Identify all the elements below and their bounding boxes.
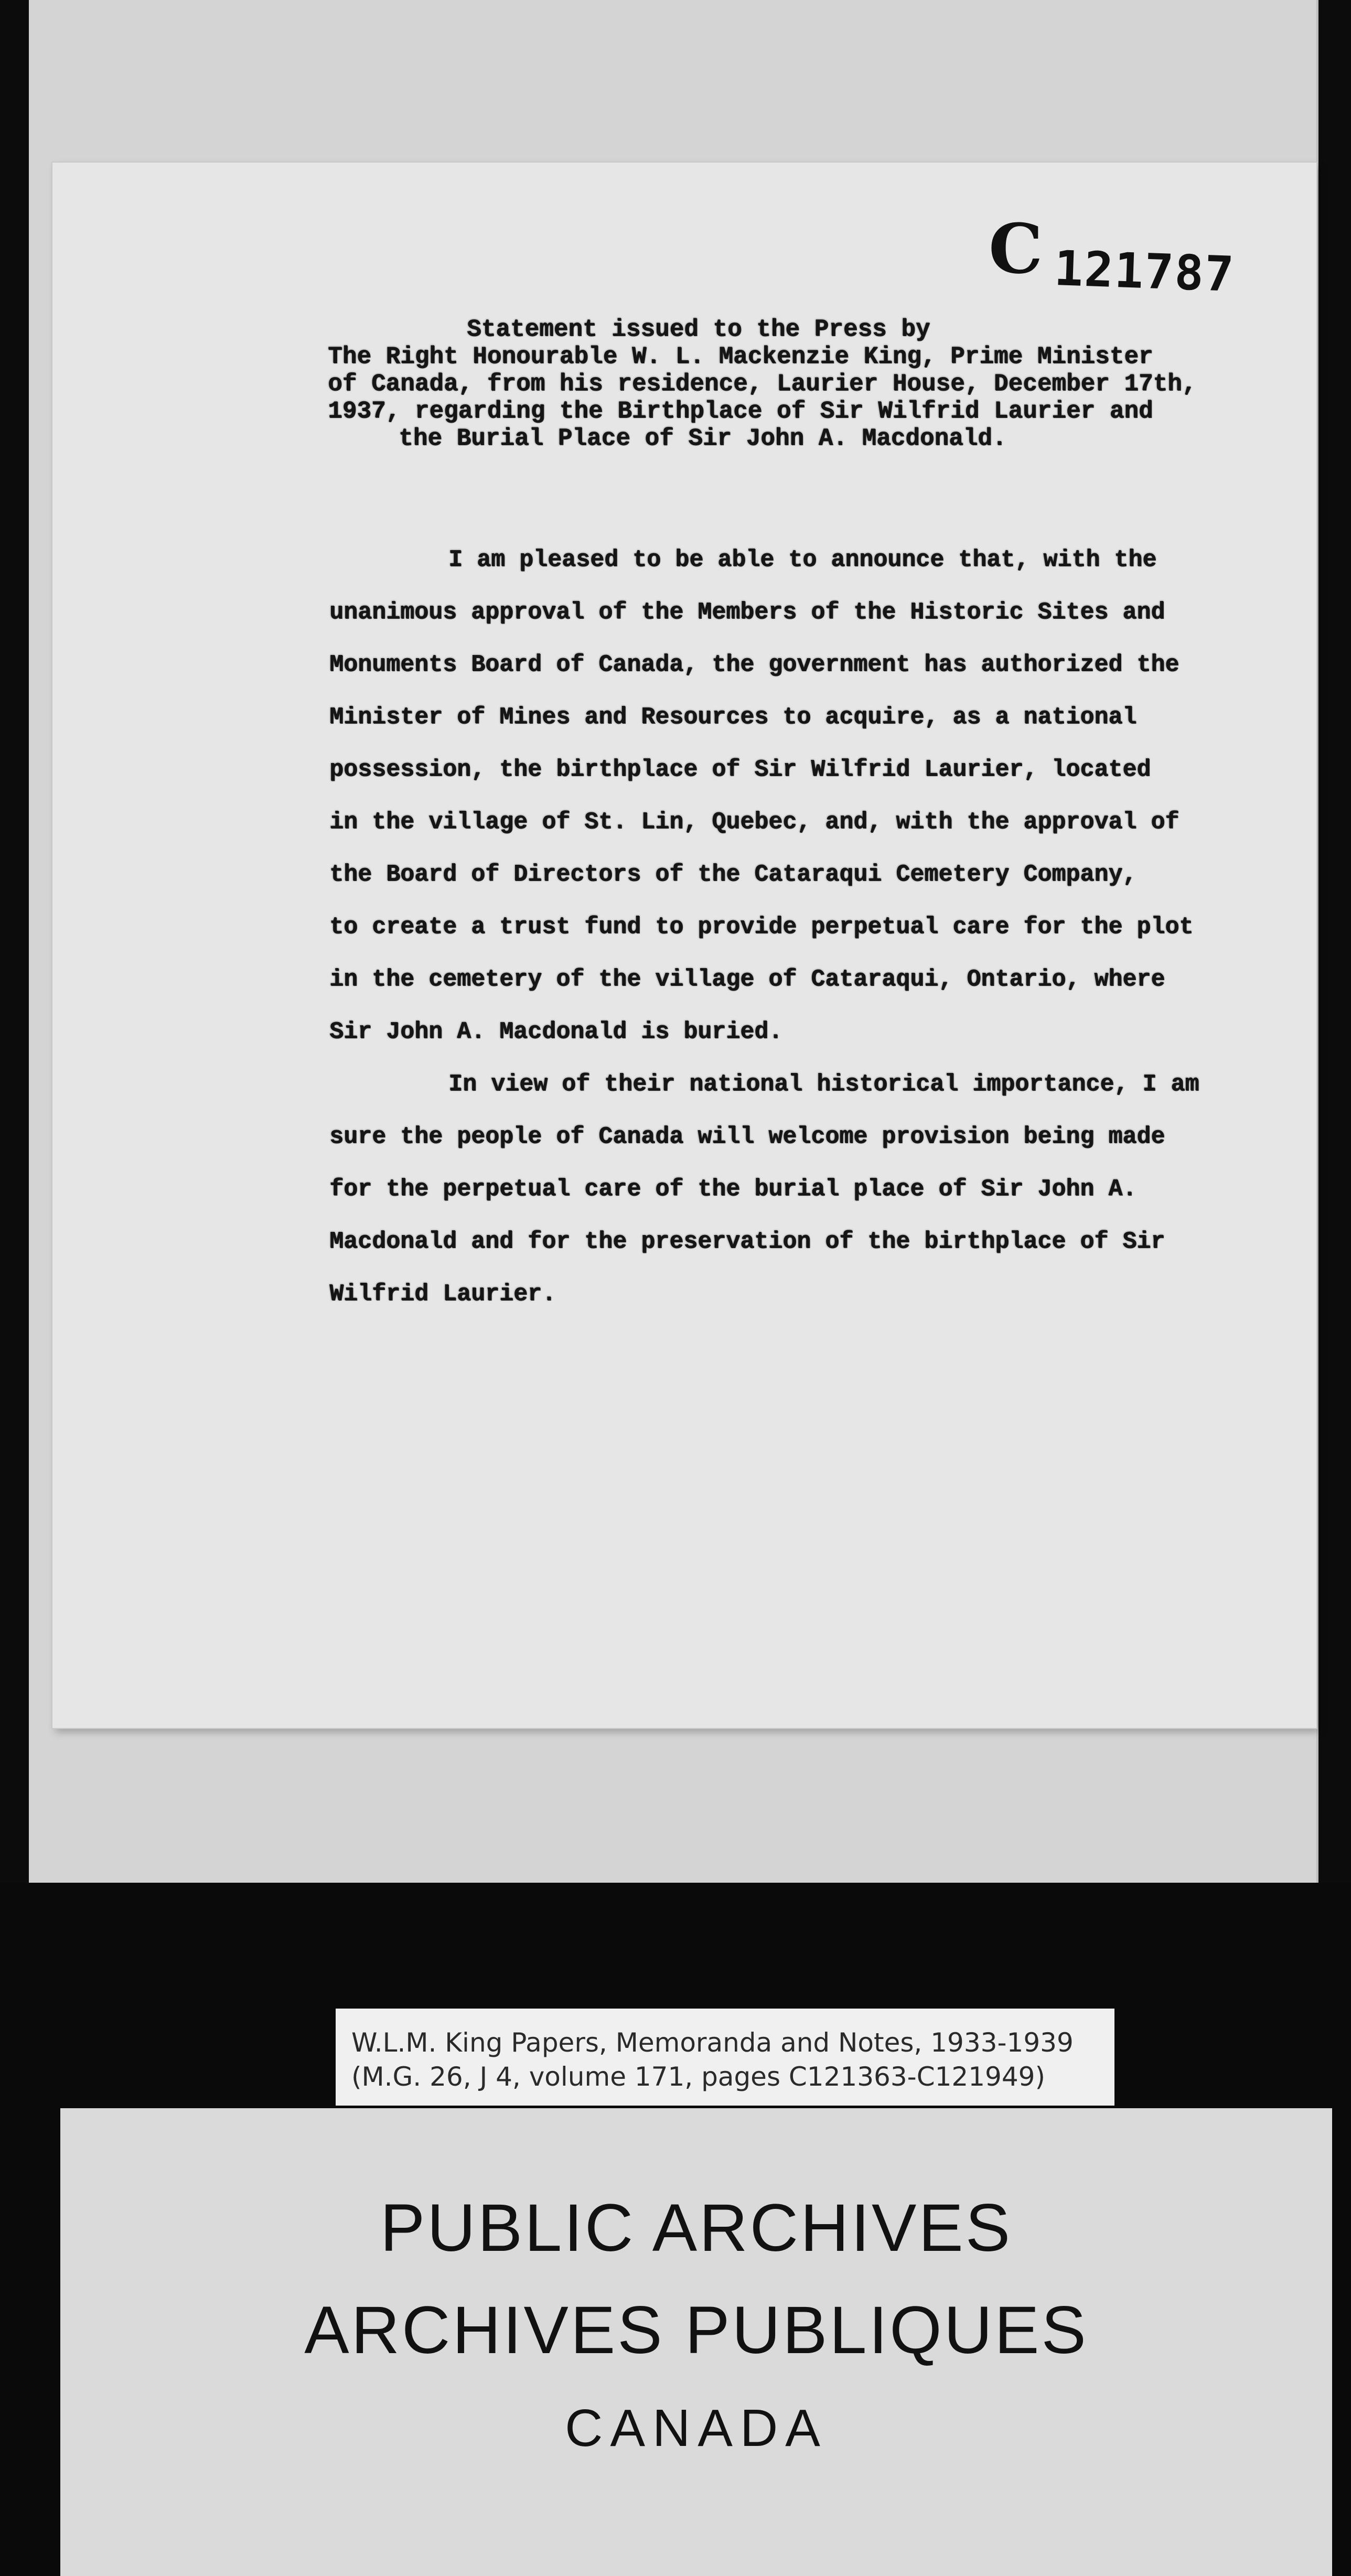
caption-line-1: W.L.M. King Papers, Memoranda and Notes, 1933-1939 xyxy=(351,2027,1074,2058)
paragraph-1-line: unanimous approval of the Members of the Historic Sites and xyxy=(329,599,1165,626)
heading-line-3: of Canada, from his residence, Laurier House, December 17th, xyxy=(328,370,1197,398)
archives-title-english: PUBLIC ARCHIVES xyxy=(380,2191,1013,2266)
paragraph-2-line: Macdonald and for the preservation of the birthplace of Sir xyxy=(329,1228,1165,1255)
paragraph-1-line: to create a trust fund to provide perpetual care for the plot xyxy=(329,914,1194,940)
stamp-number: 121787 xyxy=(1053,240,1236,303)
heading-line-5: the Burial Place of Sir John A. Macdonald. xyxy=(399,425,1007,452)
microfilm-caption xyxy=(336,2009,1114,2106)
paragraph-1-line: in the village of St. Lin, Quebec, and, with the approval of xyxy=(329,809,1180,835)
paragraph-2-line: sure the people of Canada will welcome provision being made xyxy=(329,1123,1165,1150)
paragraph-1-line: in the cemetery of the village of Cataraqui, Ontario, where xyxy=(329,966,1165,993)
paragraph-1-line: the Board of Directors of the Cataraqui Cemetery Company, xyxy=(329,861,1137,888)
paragraph-2-line: In view of their national historical importance, I am xyxy=(448,1071,1199,1098)
heading-line-4: 1937, regarding the Birthplace of Sir Wilfrid Laurier and xyxy=(328,398,1153,425)
paragraph-1-line: possession, the birthplace of Sir Wilfrid Laurier, located xyxy=(329,756,1151,783)
heading-line-2: The Right Honourable W. L. Mackenzie King, Prime Minister xyxy=(328,343,1153,370)
heading-line-1: Statement issued to the Press by xyxy=(467,316,930,343)
caption-line-2: (M.G. 26, J 4, volume 171, pages C121363-C121949) xyxy=(351,2062,1045,2092)
paragraph-2-line: for the perpetual care of the burial place of Sir John A. xyxy=(329,1176,1137,1203)
archives-card xyxy=(60,2108,1332,2576)
paragraph-1-line: Minister of Mines and Resources to acquire, as a national xyxy=(329,704,1137,731)
paragraph-1-line: Sir John A. Macdonald is buried. xyxy=(329,1018,783,1045)
stamp-prefix: C xyxy=(989,209,1043,289)
paragraph-1-line: I am pleased to be able to announce that, with the xyxy=(448,546,1157,573)
paragraph-1-line: Monuments Board of Canada, the government has authorized the xyxy=(329,651,1180,678)
paragraph-2-line: Wilfrid Laurier. xyxy=(329,1281,556,1307)
archives-country: CANADA xyxy=(565,2399,828,2457)
archives-title-french: ARCHIVES PUBLIQUES xyxy=(304,2293,1088,2368)
